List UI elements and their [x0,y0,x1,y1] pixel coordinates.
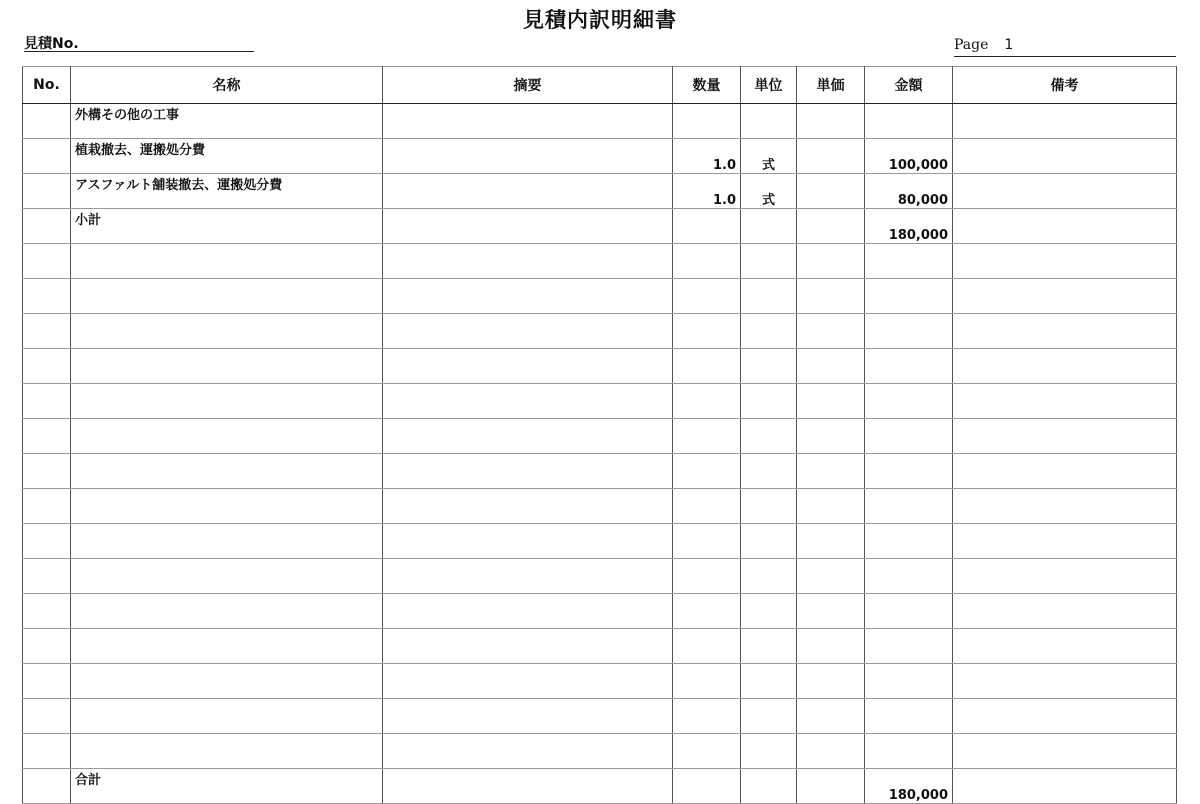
empty-row [23,734,1177,769]
cell-no [23,104,71,139]
cell-quantity: 1.0 [673,139,741,174]
document-title: 見積内訳明細書 [523,8,677,32]
empty-row [23,279,1177,314]
estimate-detail-table [22,66,1177,804]
empty-row [23,384,1177,419]
cell-amount [865,104,953,139]
cell-summary [383,209,673,244]
cell-remarks [953,104,1177,139]
table-row [23,209,1177,244]
header-no: No. [23,67,71,104]
cell-quantity: 1.0 [673,174,741,209]
total-amount: 180,000 [865,769,953,804]
header-name: 名称 [71,67,383,104]
table-row [23,104,1177,139]
cell-remarks [953,209,1177,244]
cell-unit [741,104,797,139]
cell-remarks [953,769,1177,804]
cell-name: 外構その他の工事 [71,104,383,139]
cell-remarks [953,139,1177,174]
empty-row [23,349,1177,384]
cell-unit-price [797,174,865,209]
cell-summary [383,769,673,804]
cell-unit: 式 [741,174,797,209]
cell-name: アスファルト舗装撤去、運搬処分費 [71,174,383,209]
header-summary: 摘要 [383,67,673,104]
cell-name: 小計 [71,209,383,244]
cell-summary [383,139,673,174]
cell-summary [383,104,673,139]
empty-row [23,524,1177,559]
empty-row [23,699,1177,734]
cell-amount: 80,000 [865,174,953,209]
cell-unit-price [797,139,865,174]
empty-row [23,559,1177,594]
header-remarks: 備考 [953,67,1177,104]
cell-remarks [953,174,1177,209]
empty-row [23,594,1177,629]
cell-quantity [673,769,741,804]
empty-row [23,314,1177,349]
empty-row [23,629,1177,664]
cell-amount: 180,000 [865,209,953,244]
empty-row [23,454,1177,489]
cell-unit-price [797,209,865,244]
cell-unit-price [797,104,865,139]
cell-unit [741,769,797,804]
empty-row [23,664,1177,699]
cell-unit-price [797,769,865,804]
header-unit: 単位 [741,67,797,104]
cell-amount: 100,000 [865,139,953,174]
table-row [23,174,1177,209]
cell-unit: 式 [741,139,797,174]
cell-no [23,139,71,174]
cell-summary [383,174,673,209]
empty-row [23,244,1177,279]
total-row [23,769,1177,804]
cell-unit [741,209,797,244]
cell-no [23,209,71,244]
page-label: Page [954,37,989,53]
cell-quantity [673,104,741,139]
cell-name: 植栽撤去、運搬処分費 [71,139,383,174]
header-quantity: 数量 [673,67,741,104]
cell-no [23,769,71,804]
page-indicator [954,37,1176,57]
total-label: 合計 [71,769,383,804]
page-number: 1 [1004,37,1014,53]
header-unit-price: 単価 [797,67,865,104]
header-row [23,67,1177,104]
header-amount: 金額 [865,67,953,104]
cell-no [23,174,71,209]
empty-row [23,489,1177,524]
cell-quantity [673,209,741,244]
table-row [23,139,1177,174]
estimate-number-field: 見積No. [24,33,254,52]
empty-row [23,419,1177,454]
